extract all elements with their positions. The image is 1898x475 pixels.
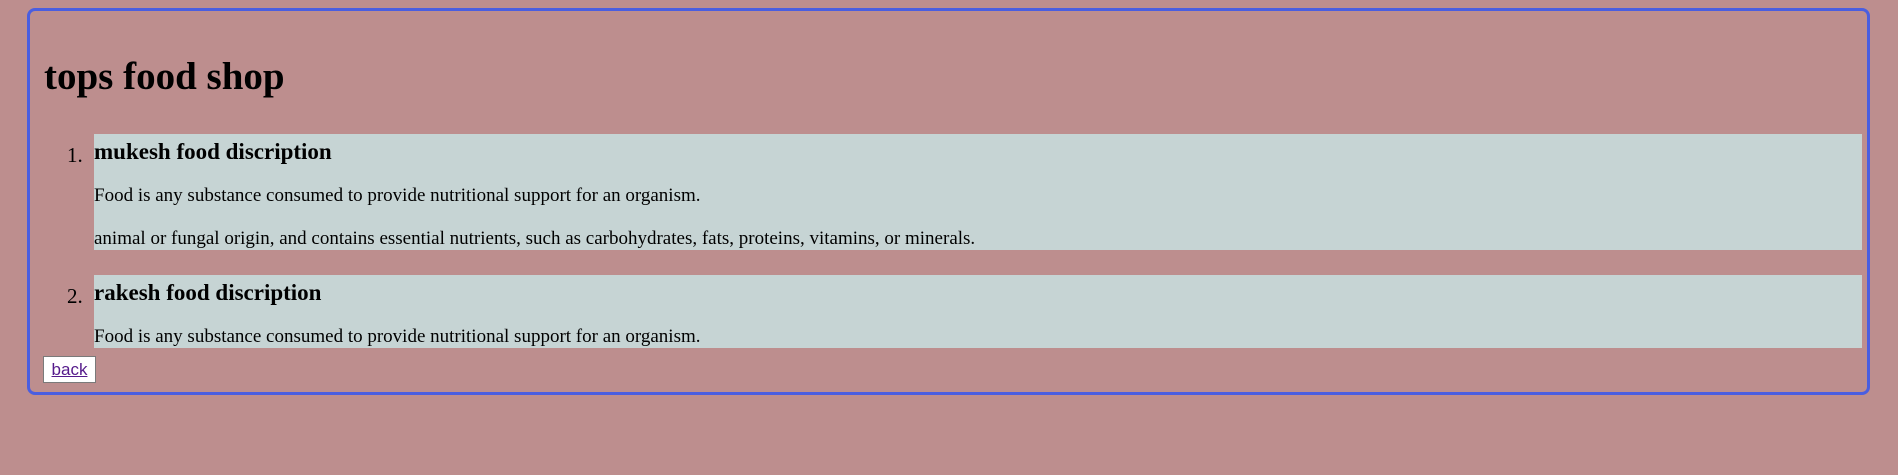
list-item-title: mukesh food discription (94, 139, 332, 164)
list-item (67, 275, 1862, 348)
list-item-title: rakesh food discription (94, 280, 322, 305)
page-frame (27, 8, 1870, 395)
list-item-number: 2. (67, 284, 83, 308)
food-list (30, 124, 1867, 348)
list-item (67, 134, 1862, 250)
list-item-description: animal or fungal origin, and contains essential nutrients, such as carbohydrates, fats, proteins, vitamins, or minerals. (94, 227, 976, 249)
list-item-description: Food is any substance consumed to provide nutritional support for an organism. (94, 184, 701, 206)
back-button[interactable]: back (43, 356, 96, 383)
list-item-description: Food is any substance consumed to provide nutritional support for an organism. (94, 325, 701, 347)
page-title: tops food shop (44, 55, 285, 98)
list-item-number: 1. (67, 143, 83, 167)
